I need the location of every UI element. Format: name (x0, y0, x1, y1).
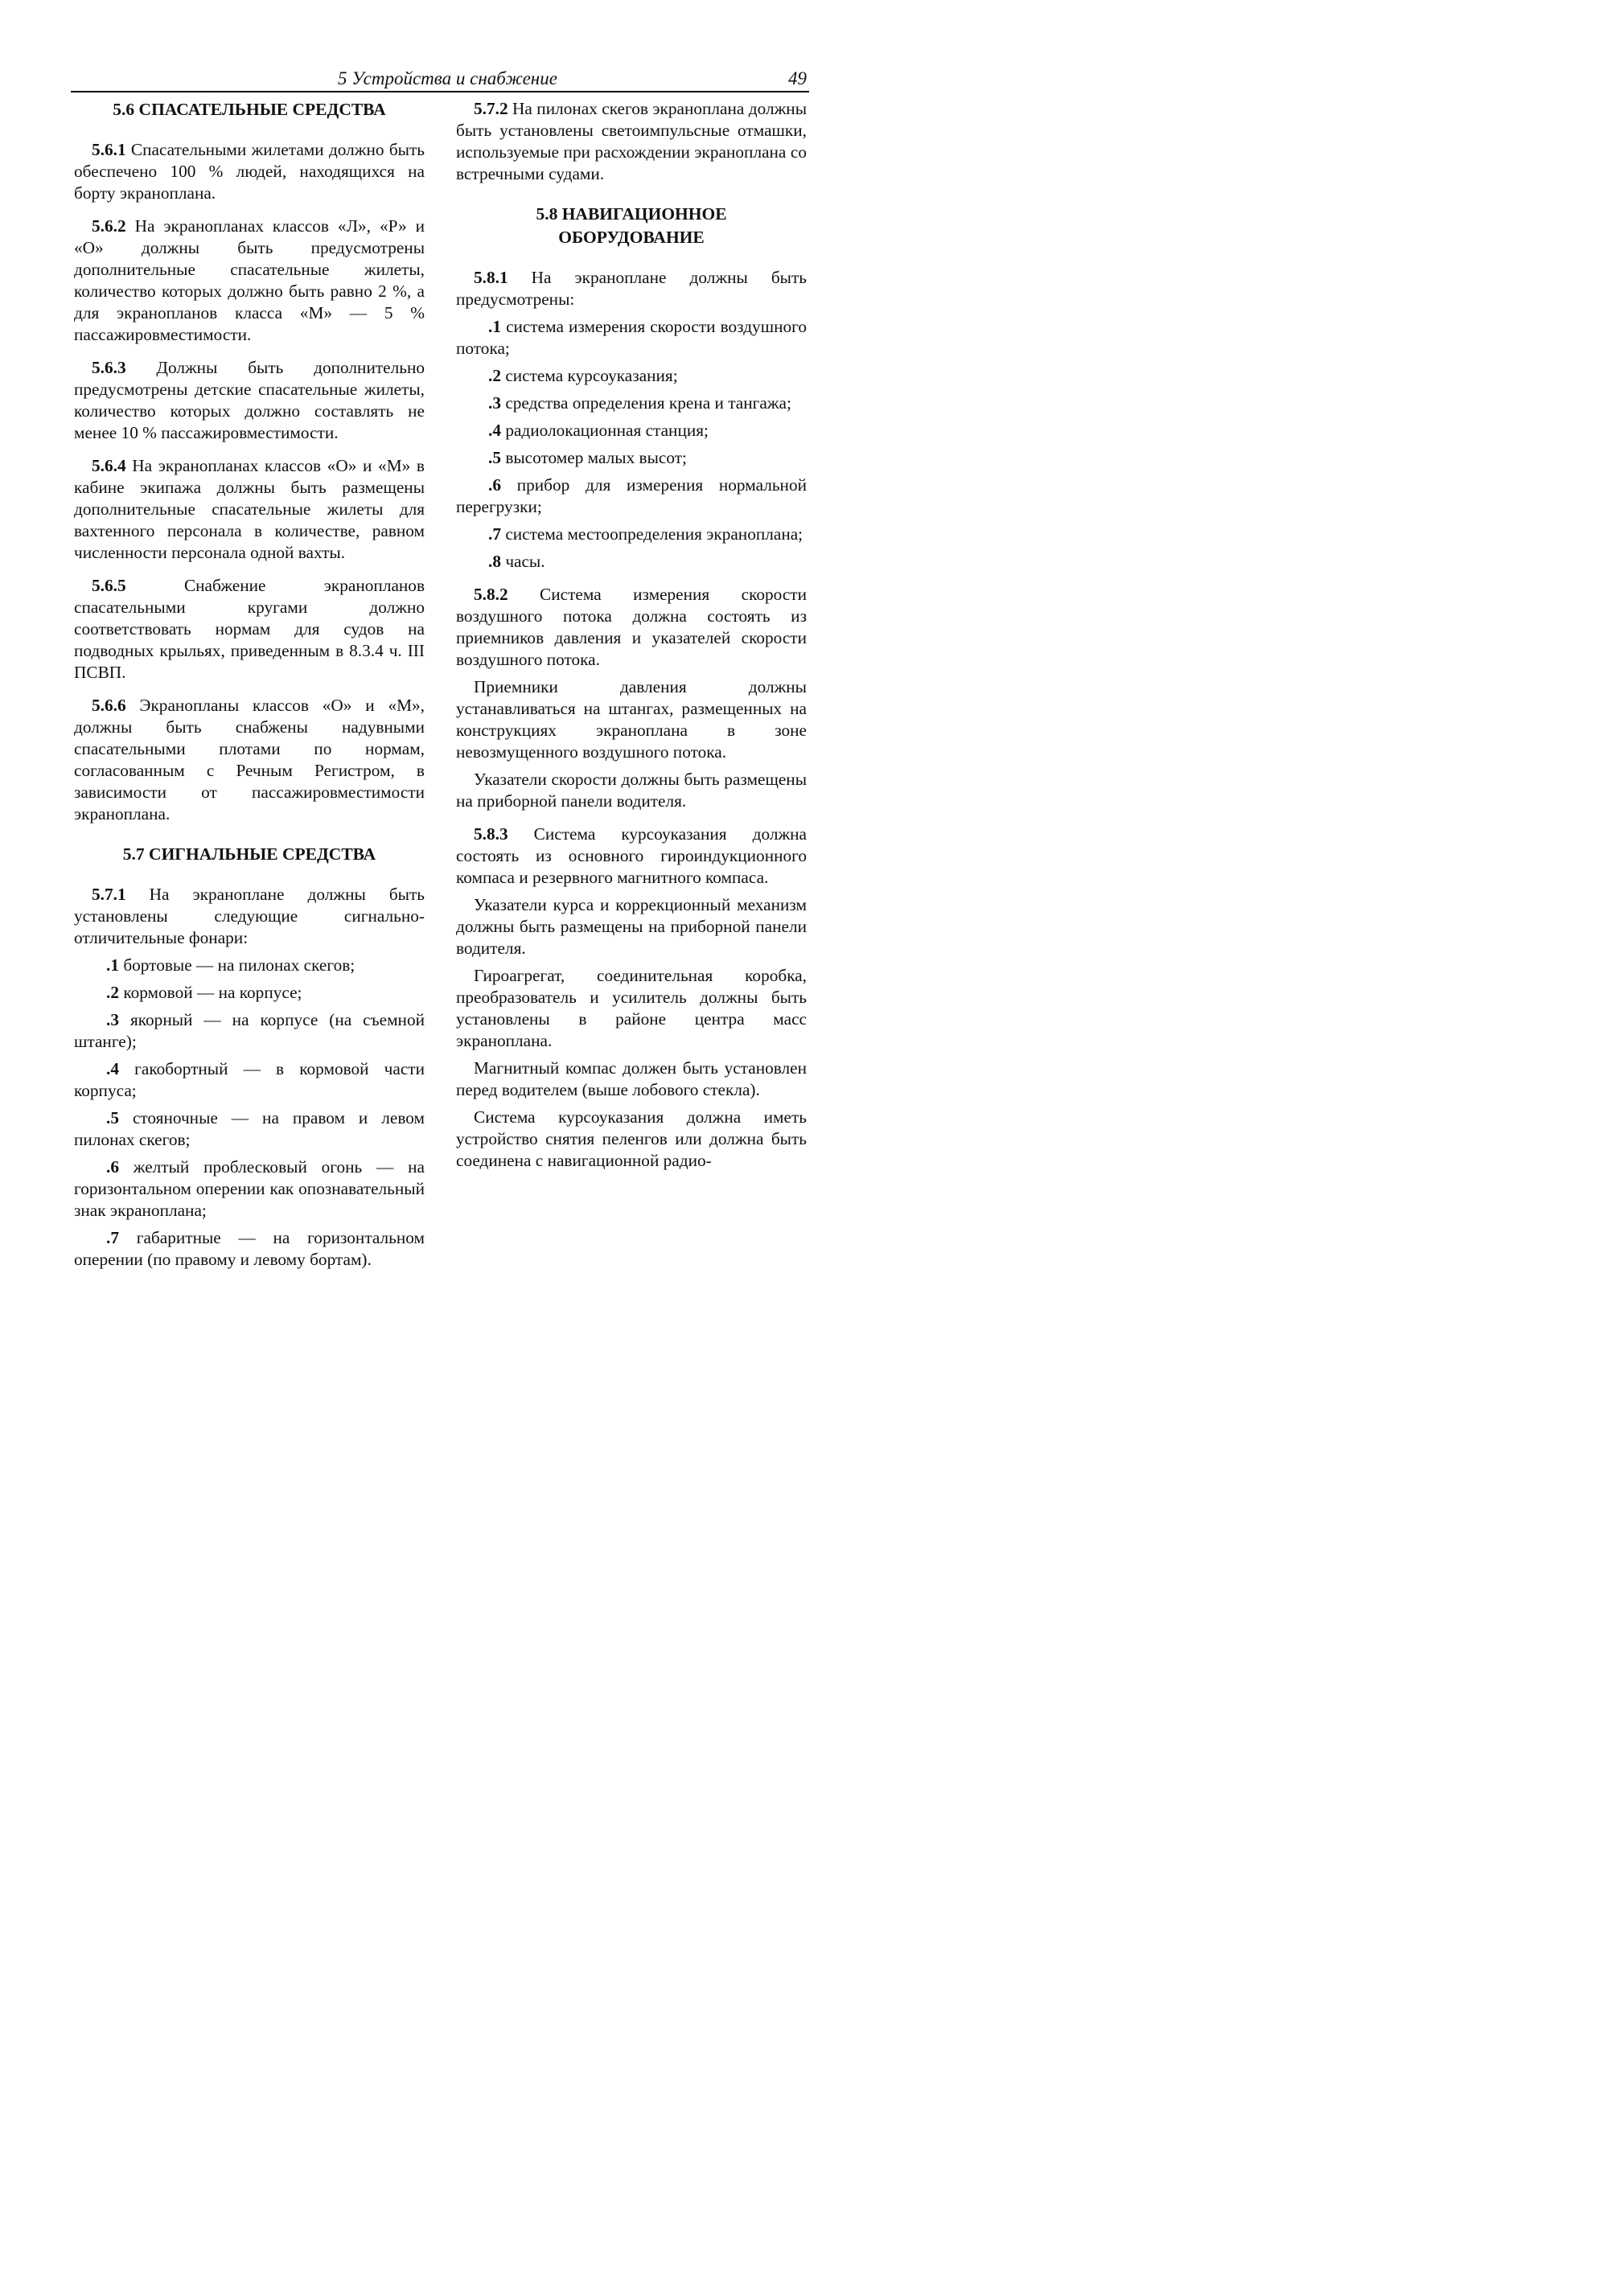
paragraph-5-8-2-b (456, 676, 807, 763)
clause-number: 5.6.6 (92, 696, 126, 715)
running-header (71, 68, 807, 90)
paragraph-text: Экранопланы классов «О» и «М», должны быть снабжены надувными спасательными плотами по нормам, согласованным с Речным Регистром, в зависимости от пассажировместимости экраноплана. (74, 696, 425, 824)
paragraph-text: Система курсоуказания должна иметь устройство снятия пеленгов или должна быть соединена с навигационной радио- (456, 1107, 807, 1170)
paragraph-text: Система курсоуказания должна состоять из основного гироиндукционного компаса и резервного магнитного компаса. (456, 824, 808, 887)
item-number: .4 (488, 421, 501, 440)
paragraph-5-6-5 (74, 575, 425, 684)
clause-number: 5.6.2 (92, 216, 126, 236)
clause-number: 5.7.1 (92, 885, 126, 904)
paragraph-5-6-2 (74, 216, 425, 346)
paragraph-text: Гироагрегат, соединительная коробка, преобразователь и усилитель должны быть установлены в районе центра масс экраноплана. (456, 966, 807, 1050)
list-item (456, 551, 807, 573)
item-text: радиолокационная станция; (505, 421, 709, 440)
list-item (74, 1156, 425, 1222)
list-item (74, 955, 425, 976)
paragraph-text: Указатели курса и коррекционный механизм должны быть размещены на приборной панели водителя. (456, 895, 807, 958)
clause-number: 5.6.4 (92, 456, 126, 475)
item-text: прибор для измерения нормальной перегрузки; (456, 475, 807, 516)
section-heading-5-8 (456, 203, 807, 249)
item-text: высотомер малых высот; (505, 448, 687, 467)
item-number: .6 (488, 475, 501, 495)
item-number: .4 (106, 1059, 119, 1078)
item-text: желтый проблесковый огонь — на горизонтальном оперении как опознавательный знак экраноплана; (74, 1157, 425, 1220)
list-item (74, 1107, 425, 1151)
paragraph-text: На экраноплане должны быть установлены следующие сигнально-отличительные фонари: (74, 885, 425, 947)
item-text: средства определения крена и тангажа; (505, 393, 791, 413)
paragraph-5-8-1 (456, 267, 807, 310)
paragraph-text: Спасательными жилетами должно быть обеспечено 100 % людей, находящихся на борту экраноплана. (74, 140, 425, 203)
paragraph-5-8-3 (456, 824, 807, 889)
paragraph-5-8-2-c (456, 769, 807, 812)
list-item (74, 1227, 425, 1271)
paragraph-5-7-2 (456, 98, 807, 185)
section-heading-5-7: 5.7 СИГНАЛЬНЫЕ СРЕДСТВА (122, 844, 376, 864)
clause-number: 5.6.5 (92, 576, 126, 595)
paragraph-text: Снабжение экранопланов спасательными кругами должно соответствовать нормам для судов на подводных крыльях, приведенным в 8.3.4 ч. III ПСВП. (74, 576, 425, 682)
paragraph-5-7-1 (74, 884, 425, 949)
paragraph-5-6-6 (74, 695, 425, 825)
paragraph-5-8-3-c (456, 965, 807, 1052)
item-number: .5 (106, 1108, 119, 1127)
item-number: .1 (488, 317, 501, 336)
item-text: бортовые — на пилонах скегов; (123, 955, 355, 975)
item-text: якорный — на корпусе (на съемной штанге); (74, 1010, 425, 1051)
section-heading-5-6: 5.6 СПАСАТЕЛЬНЫЕ СРЕДСТВА (113, 100, 386, 119)
item-text: система курсоуказания; (505, 366, 678, 385)
paragraph-text: На экранопланах классов «О» и «М» в кабине экипажа должны быть размещены дополнительные спасательные жилеты для вахтенного персонала в количестве, равном численности персонала одной вахты. (74, 456, 425, 562)
left-column (74, 98, 425, 1271)
paragraph-text: Магнитный компас должен быть установлен перед водителем (выше лобового стекла). (456, 1058, 807, 1099)
item-number: .3 (106, 1010, 119, 1029)
paragraph-5-8-3-e (456, 1107, 807, 1172)
clause-number: 5.6.3 (92, 358, 126, 377)
paragraph-text: Должны быть дополнительно предусмотрены детские спасательные жилеты, количество которых должно составлять не менее 10 % пассажировместимости. (74, 358, 425, 442)
paragraph-text: На пилонах скегов экраноплана должны быть установлены светоимпульсные отмашки, используемые при расхождении экраноплана со встречными судами. (456, 99, 807, 183)
list-item (456, 524, 807, 545)
item-text: габаритные — на горизонтальном оперении (по правому и левому бортам). (74, 1228, 425, 1269)
list-item (74, 1009, 425, 1053)
paragraph-5-6-1 (74, 139, 425, 204)
item-number: .8 (488, 552, 501, 571)
clause-number: 5.8.2 (474, 585, 508, 604)
clause-number: 5.8.3 (474, 824, 508, 844)
clause-number: 5.7.2 (474, 99, 508, 118)
page-number: 49 (788, 68, 807, 88)
document-page (0, 0, 889, 1269)
item-number: .1 (106, 955, 119, 975)
paragraph-5-8-3-b (456, 894, 807, 959)
item-text: гакобортный — в кормовой части корпуса; (74, 1059, 425, 1100)
right-column (456, 98, 807, 1172)
list-item (74, 1058, 425, 1102)
list-item (456, 474, 807, 518)
item-number: .3 (488, 393, 501, 413)
paragraph-5-6-4 (74, 455, 425, 564)
item-number: .6 (106, 1157, 119, 1177)
item-number: .5 (488, 448, 501, 467)
list-item (456, 420, 807, 442)
item-number: .7 (106, 1228, 119, 1247)
paragraph-text: На экраноплане должны быть предусмотрены: (456, 268, 807, 309)
item-number: .7 (488, 524, 501, 544)
clause-number: 5.6.1 (92, 140, 126, 159)
paragraph-text: На экранопланах классов «Л», «Р» и «О» должны быть предусмотрены дополнительные спасательные жилеты, количество которых должно быть равно 2 %, а для экранопланов класса «М» — 5 % пассажировместимости. (74, 216, 425, 344)
list-item (456, 447, 807, 469)
item-text: кормовой — на корпусе; (123, 983, 302, 1002)
list-item (456, 316, 807, 359)
list-item (456, 365, 807, 387)
item-text: система измерения скорости воздушного потока; (456, 317, 807, 358)
list-item (74, 982, 425, 1004)
paragraph-5-8-2 (456, 584, 807, 671)
item-text: часы. (505, 552, 545, 571)
heading-line: 5.8 НАВИГАЦИОННОЕ (536, 204, 727, 224)
item-text: стояночные — на правом и левом пилонах скегов; (74, 1108, 425, 1149)
item-number: .2 (488, 366, 501, 385)
item-number: .2 (106, 983, 119, 1002)
paragraph-text: Система измерения скорости воздушного потока должна состоять из приемников давления и указателей скорости воздушного потока. (456, 585, 808, 669)
clause-number: 5.8.1 (474, 268, 508, 287)
list-item (456, 392, 807, 414)
paragraph-text: Приемники давления должны устанавливаться на штангах, размещенных на конструкциях экраноплана в зоне невозмущенного воздушного потока. (456, 677, 807, 762)
paragraph-5-6-3 (74, 357, 425, 444)
running-title: 5 Устройства и снабжение (338, 68, 557, 88)
heading-line: ОБОРУДОВАНИЕ (558, 228, 705, 247)
header-rule (71, 91, 809, 92)
item-text: система местоопределения экраноплана; (505, 524, 803, 544)
paragraph-5-8-3-d (456, 1058, 807, 1101)
paragraph-text: Указатели скорости должны быть размещены на приборной панели водителя. (456, 770, 807, 811)
